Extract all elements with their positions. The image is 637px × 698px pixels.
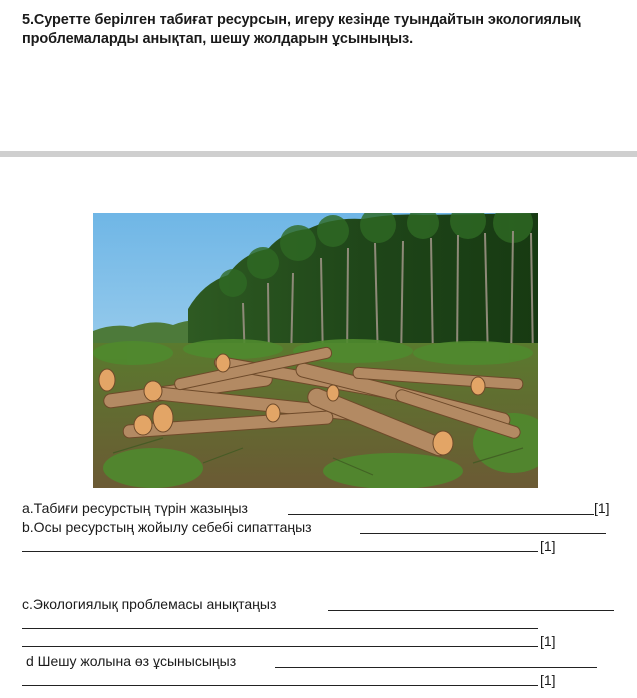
task-c-answer-line-3[interactable] (22, 646, 538, 647)
task-d-mark: [1] (540, 672, 556, 688)
task-a-answer-line[interactable] (288, 514, 594, 515)
task-d-answer-line-1[interactable] (275, 667, 597, 668)
task-c-answer-line-1[interactable] (328, 610, 614, 611)
task-c-label: c.Экологиялық проблемасы анықтаңыз (22, 596, 277, 612)
task-b-label: b.Осы ресурстың жойылу себебі сипаттаңыз (22, 519, 312, 535)
task-b-mark: [1] (540, 538, 556, 554)
task-d-answer-line-2[interactable] (22, 685, 538, 686)
task-d-label: d Шешу жолына өз ұсынысыңыз (26, 653, 237, 669)
task-c-mark: [1] (540, 633, 556, 649)
question-text: 5.Суретте берілген табиғат ресурсын, игеру кезінде туындайтын экологиялық проблемаларды анықтап, шешу жолдарын ұсыныңыз. (22, 12, 581, 47)
deforestation-photo (93, 213, 538, 488)
task-b-answer-line-1[interactable] (360, 533, 606, 534)
task-b-answer-line-2[interactable] (22, 551, 538, 552)
task-a-mark: [1] (594, 500, 610, 516)
task-a-label: a.Табиғи ресурстың түрін жазыңыз (22, 500, 248, 516)
section-divider (0, 151, 637, 157)
task-c-answer-line-2[interactable] (22, 628, 538, 629)
